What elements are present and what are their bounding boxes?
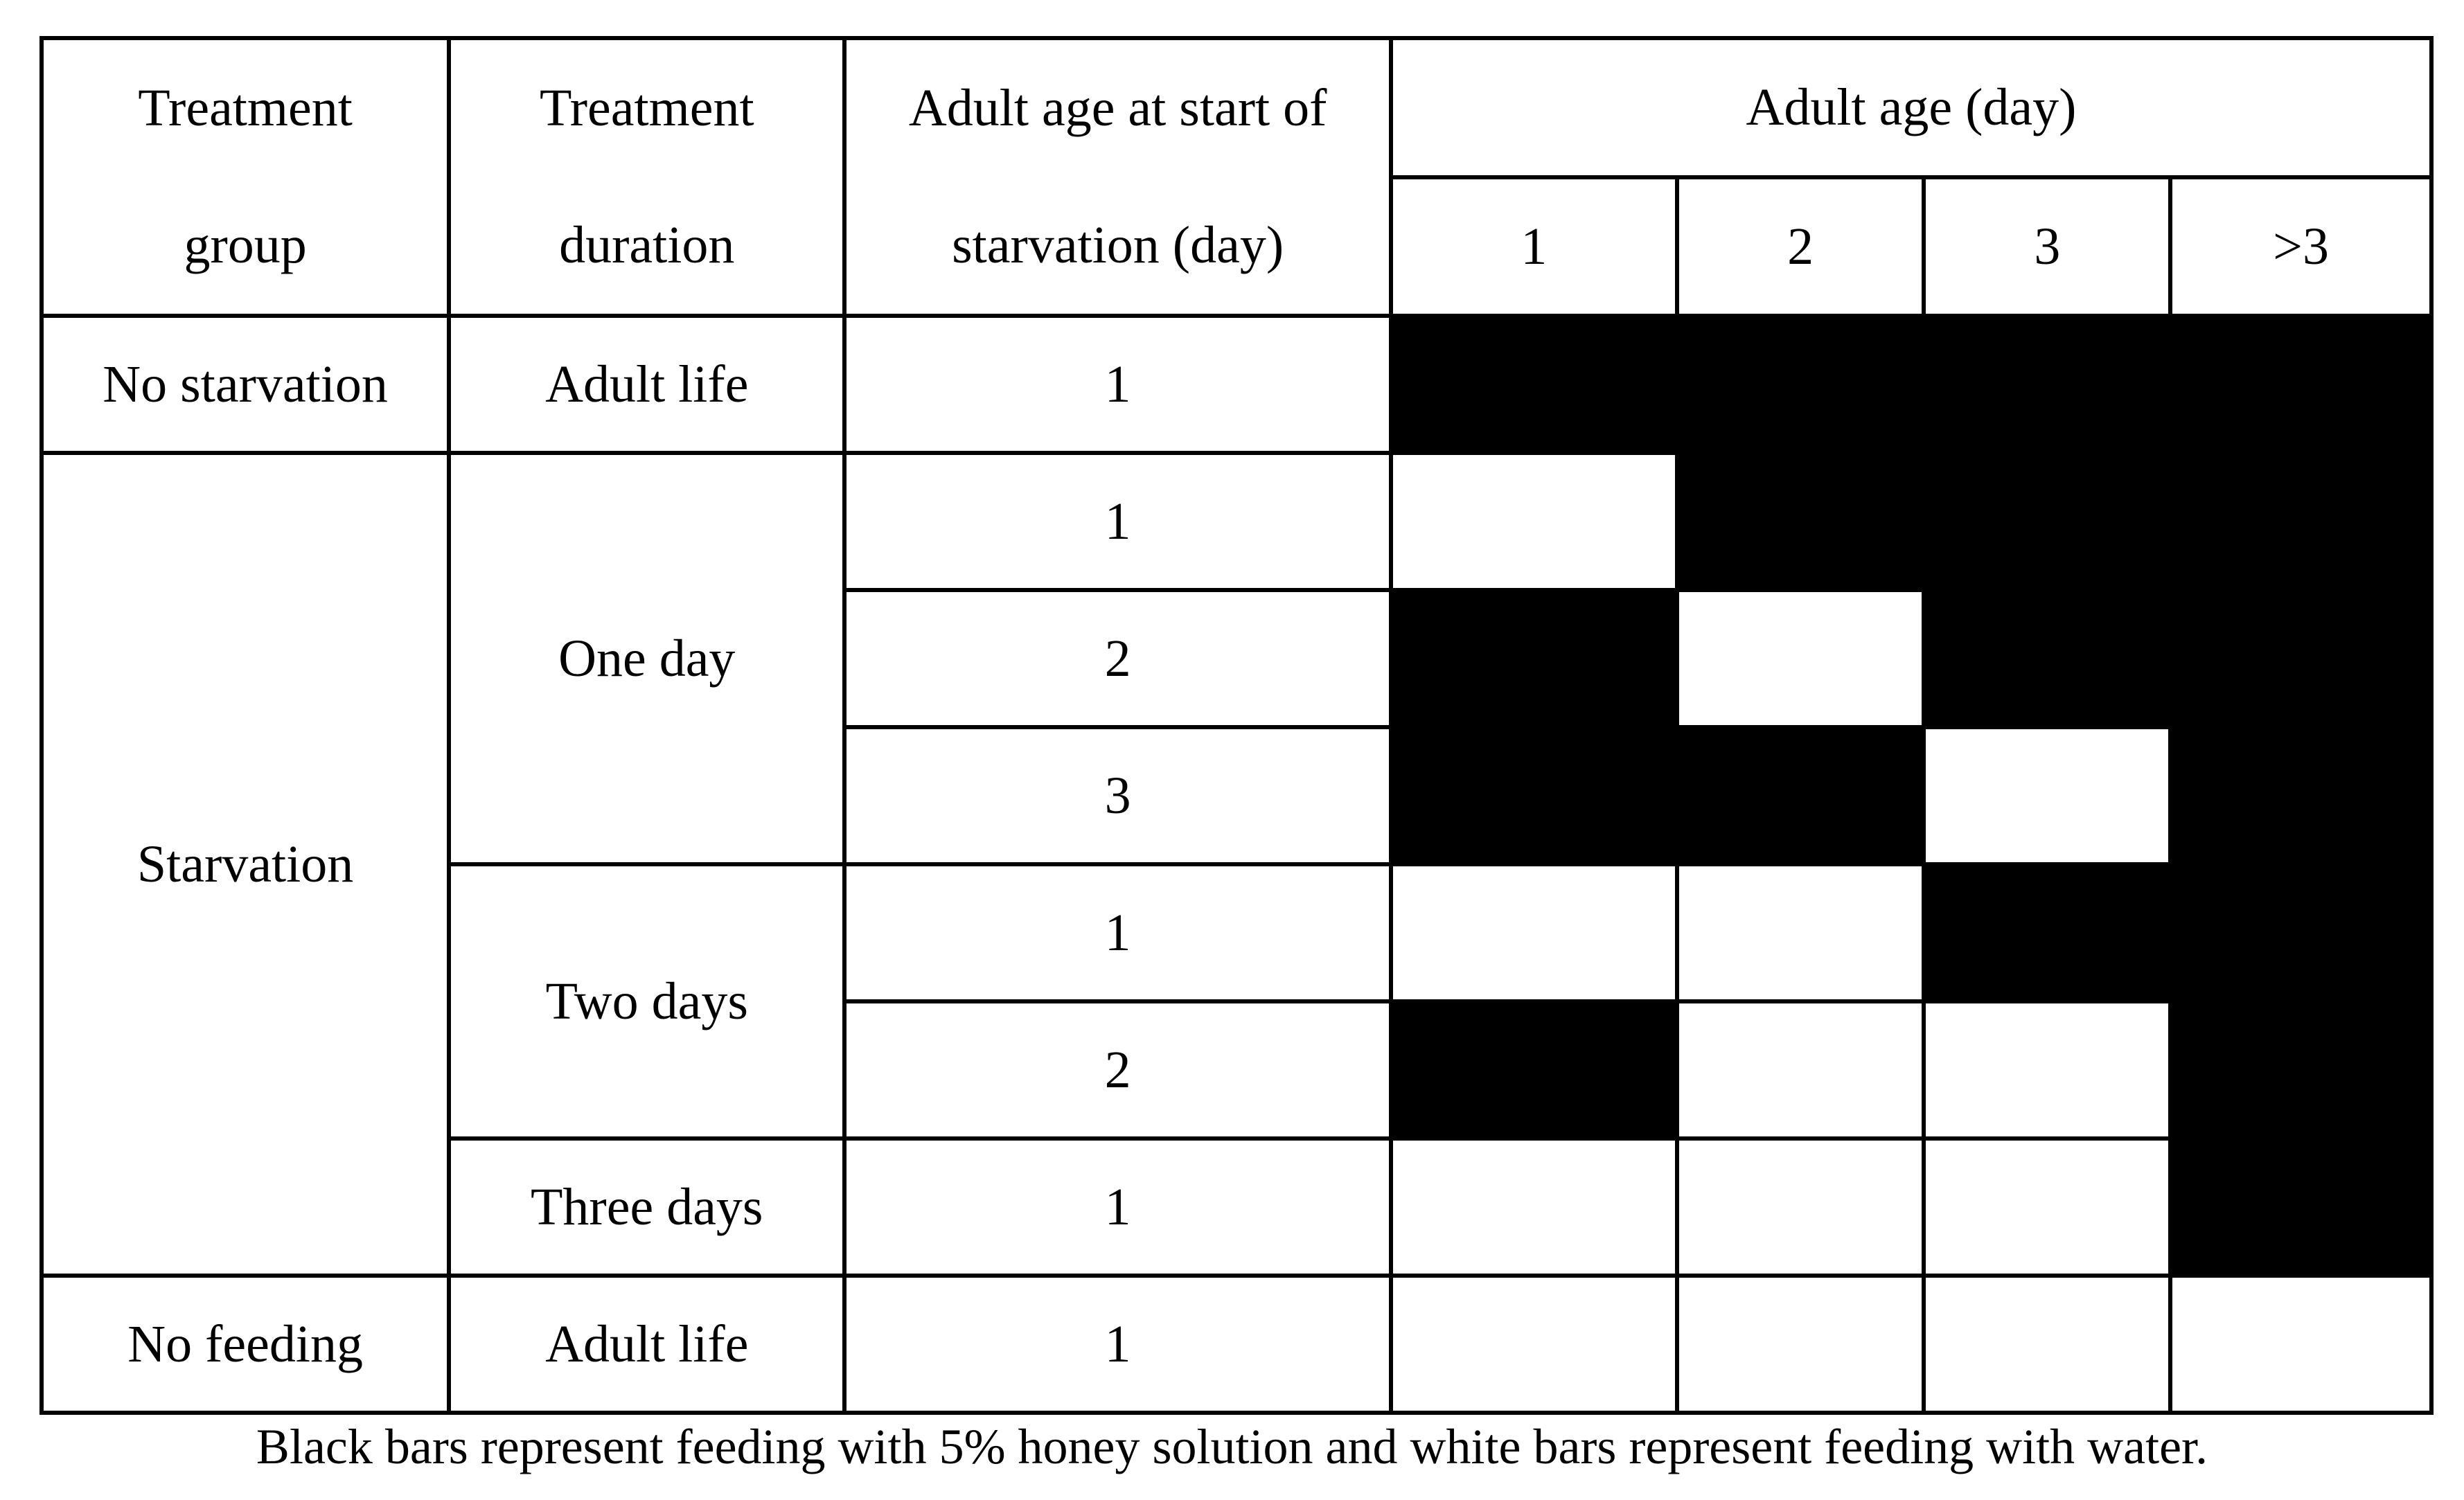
feeding-cell: [1391, 1276, 1677, 1413]
feeding-cell: [1391, 453, 1677, 590]
feeding-cell: [1924, 590, 2170, 727]
feeding-cell: [1391, 590, 1677, 727]
start-age-cell: 1: [844, 1139, 1391, 1276]
header-adult-age: Adult age (day): [1391, 38, 2431, 177]
feeding-cell: [1391, 727, 1677, 864]
feeding-cell: [2170, 1001, 2431, 1139]
duration-cell: Three days: [449, 1139, 844, 1276]
feeding-cell: [1391, 316, 1677, 453]
feeding-cell: [2170, 590, 2431, 727]
group-starvation: Starvation: [42, 453, 449, 1276]
feeding-cell: [2170, 864, 2431, 1001]
feeding-cell: [2170, 1139, 2431, 1276]
start-age-cell: 1: [844, 453, 1391, 590]
start-age-cell: 2: [844, 1001, 1391, 1139]
feeding-cell: [1677, 1001, 1924, 1139]
header-treatment-group: Treatment group: [42, 38, 449, 316]
table-row: [42, 1276, 2431, 1413]
header-treatment-duration: Treatment duration: [449, 38, 844, 316]
feeding-cell: [1391, 1001, 1677, 1139]
group-no-starvation: No starvation: [42, 316, 449, 453]
table-caption: Black bars represent feeding with 5% honey solution and white bars represent feeding with water.: [256, 1419, 2208, 1474]
start-age-cell: 1: [844, 1276, 1391, 1413]
feeding-cell: [2170, 727, 2431, 864]
feeding-cell: [1677, 727, 1924, 864]
feeding-cell: [2170, 316, 2431, 453]
duration-cell: Adult life: [449, 316, 844, 453]
duration-cell: Two days: [449, 864, 844, 1139]
age-header-4: >3: [2170, 177, 2431, 316]
start-age-cell: 3: [844, 727, 1391, 864]
feeding-cell: [1677, 590, 1924, 727]
feeding-cell: [1924, 1276, 2170, 1413]
header-start-age: Adult age at start of starvation (day): [844, 38, 1391, 316]
feeding-cell: [1924, 864, 2170, 1001]
feeding-cell: [1924, 727, 2170, 864]
feeding-cell: [1677, 453, 1924, 590]
table-row: [42, 453, 2431, 590]
age-header-1: 1: [1391, 177, 1677, 316]
duration-cell: One day: [449, 453, 844, 864]
feeding-cell: [1677, 1139, 1924, 1276]
feeding-cell: [1924, 316, 2170, 453]
feeding-schedule-table: [39, 36, 2434, 1415]
feeding-cell: [1391, 864, 1677, 1001]
feeding-cell: [1677, 1276, 1924, 1413]
feeding-cell: [1391, 1139, 1677, 1276]
header-row-1: [42, 38, 2431, 177]
start-age-cell: 1: [844, 864, 1391, 1001]
feeding-cell: [1677, 316, 1924, 453]
feeding-cell: [2170, 453, 2431, 590]
feeding-cell: [1677, 864, 1924, 1001]
start-age-cell: 1: [844, 316, 1391, 453]
duration-cell: Adult life: [449, 1276, 844, 1413]
feeding-cell: [1924, 453, 2170, 590]
table-row: [42, 316, 2431, 453]
feeding-cell: [1924, 1139, 2170, 1276]
feeding-cell: [2170, 1276, 2431, 1413]
group-no-feeding: No feeding: [42, 1276, 449, 1413]
age-header-2: 2: [1677, 177, 1924, 316]
age-header-3: 3: [1924, 177, 2170, 316]
start-age-cell: 2: [844, 590, 1391, 727]
feeding-cell: [1924, 1001, 2170, 1139]
